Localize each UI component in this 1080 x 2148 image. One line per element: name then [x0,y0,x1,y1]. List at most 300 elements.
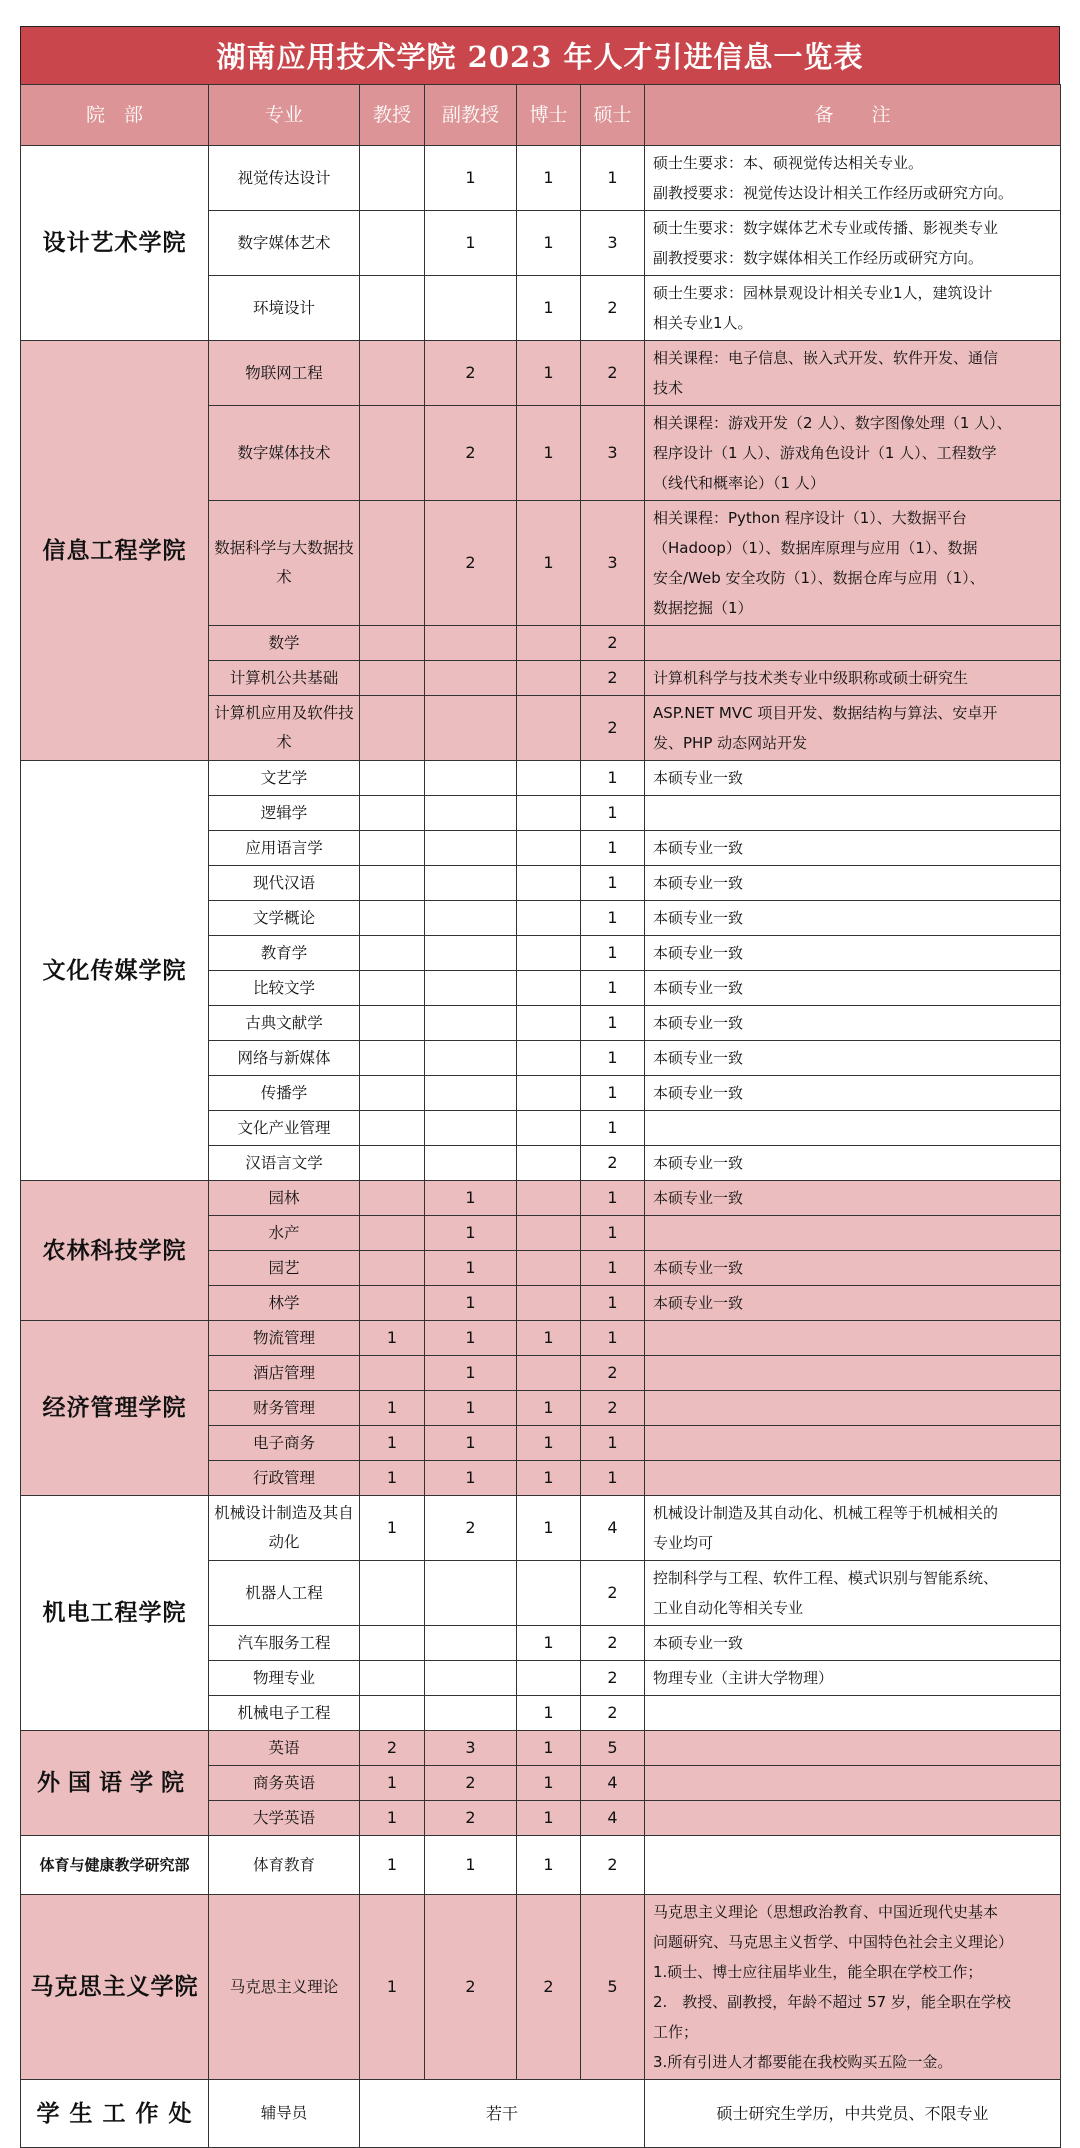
dept-cell: 体育与健康教学研究部 [21,1836,209,1895]
table-row [21,2080,1061,2148]
table-row [21,1895,1061,2080]
master-count: 1 [581,1216,645,1251]
associate-professor-count: 1 [425,146,517,211]
major-cell: 古典文献学 [209,1006,360,1041]
associate-professor-count: 1 [425,211,517,276]
phd-count [517,796,581,831]
professor-count: 1 [360,1836,425,1895]
master-count: 2 [581,1626,645,1661]
major-cell: 数学 [209,626,360,661]
phd-count [517,1111,581,1146]
professor-count [360,626,425,661]
table-row [21,341,1061,406]
professor-count: 1 [360,1461,425,1496]
major-cell: 物理专业 [209,1661,360,1696]
note-line: 本硕专业一致 [653,1294,744,1312]
master-count: 2 [581,1561,645,1626]
professor-count [360,1076,425,1111]
associate-professor-count [425,761,517,796]
professor-count [360,1251,425,1286]
associate-professor-count [425,1006,517,1041]
major-cell: 应用语言学 [209,831,360,866]
phd-count: 1 [517,1391,581,1426]
master-count: 2 [581,1356,645,1391]
master-count: 2 [581,1391,645,1426]
note-line: 技术 [653,379,684,397]
phd-count [517,866,581,901]
dept-cell: 机电工程学院 [21,1496,209,1731]
major-cell: 电子商务 [209,1426,360,1461]
notes-cell [645,1661,1061,1696]
major-cell: 酒店管理 [209,1356,360,1391]
notes-cell [645,1561,1061,1626]
header-professor: 教授 [360,85,425,146]
phd-count: 1 [517,1426,581,1461]
master-count: 4 [581,1496,645,1561]
notes-cell [645,1731,1061,1766]
table-row [21,1836,1061,1895]
note-line: 本硕专业一致 [653,944,744,962]
phd-count [517,661,581,696]
master-count: 1 [581,901,645,936]
associate-professor-count [425,936,517,971]
phd-count: 1 [517,341,581,406]
phd-count [517,1076,581,1111]
note-line: 程序设计（1 人）、游戏角色设计（1 人）、工程数学 [653,444,997,462]
headcount-cell: 若干 [360,2080,645,2148]
professor-count: 1 [360,1496,425,1561]
note-line: 控制科学与工程、软件工程、模式识别与智能系统、 [653,1569,999,1587]
phd-count [517,1661,581,1696]
phd-count: 2 [517,1895,581,2080]
note-line: 硕士生要求：数字媒体艺术专业或传播、影视类专业 [653,219,999,237]
associate-professor-count: 3 [425,1731,517,1766]
notes-cell [645,1146,1061,1181]
dept-cell: 设计艺术学院 [21,146,209,341]
phd-count [517,936,581,971]
major-cell: 物联网工程 [209,341,360,406]
professor-count [360,971,425,1006]
professor-count [360,1006,425,1041]
master-count: 2 [581,1836,645,1895]
phd-count [517,1006,581,1041]
phd-count [517,1561,581,1626]
note-line: 副教授要求：视觉传达设计相关工作经历或研究方向。 [653,184,1014,202]
master-count: 1 [581,1426,645,1461]
associate-professor-count [425,831,517,866]
master-count: 2 [581,696,645,761]
associate-professor-count [425,1041,517,1076]
associate-professor-count: 2 [425,1801,517,1836]
header-notes: 备 注 [645,85,1061,146]
note-line: 硕士生要求：本、硕视觉传达相关专业。 [653,154,924,172]
header-row [21,85,1061,146]
phd-count: 1 [517,1461,581,1496]
major-cell: 传播学 [209,1076,360,1111]
header-major: 专业 [209,85,360,146]
notes-cell [645,1216,1061,1251]
note-line: 本硕专业一致 [653,874,744,892]
professor-count [360,146,425,211]
professor-count [360,341,425,406]
major-cell: 数据科学与大数据技术 [209,501,360,626]
notes-cell [645,146,1061,211]
professor-count [360,1286,425,1321]
master-count: 1 [581,1321,645,1356]
note-line: 本硕专业一致 [653,979,744,997]
notes-cell [645,1836,1061,1895]
professor-count [360,1041,425,1076]
table-row [21,1181,1061,1216]
master-count: 1 [581,866,645,901]
associate-professor-count [425,866,517,901]
table-row [21,761,1061,796]
note-line: （Hadoop）（1）、数据库原理与应用（1）、数据 [653,539,978,557]
professor-count [360,501,425,626]
associate-professor-count: 1 [425,1426,517,1461]
professor-count [360,211,425,276]
phd-count [517,1251,581,1286]
associate-professor-count [425,626,517,661]
notes-cell [645,276,1061,341]
notes-cell [645,1076,1061,1111]
major-cell: 逻辑学 [209,796,360,831]
phd-count: 1 [517,146,581,211]
associate-professor-count [425,1076,517,1111]
phd-count: 1 [517,211,581,276]
phd-count [517,696,581,761]
major-cell: 物流管理 [209,1321,360,1356]
header-associate-professor: 副教授 [425,85,517,146]
notes-cell [645,1626,1061,1661]
associate-professor-count: 1 [425,1216,517,1251]
professor-count [360,696,425,761]
major-cell: 计算机公共基础 [209,661,360,696]
note-line: 本硕专业一致 [653,1259,744,1277]
associate-professor-count [425,971,517,1006]
associate-professor-count [425,661,517,696]
professor-count: 2 [360,1731,425,1766]
table-row [21,146,1061,211]
associate-professor-count: 1 [425,1286,517,1321]
master-count: 2 [581,341,645,406]
major-cell: 辅导员 [209,2080,360,2148]
note-line: 机械设计制造及其自动化、机械工程等于机械相关的 [653,1504,999,1522]
master-count: 3 [581,501,645,626]
associate-professor-count: 2 [425,1496,517,1561]
note-line: 本硕专业一致 [653,1084,744,1102]
note-line: 3.所有引进人才都要能在我校购买五险一金。 [653,2053,953,2071]
dept-cell: 农林科技学院 [21,1181,209,1321]
major-cell: 大学英语 [209,1801,360,1836]
major-cell: 机器人工程 [209,1561,360,1626]
master-count: 5 [581,1895,645,2080]
major-cell: 财务管理 [209,1391,360,1426]
associate-professor-count [425,901,517,936]
major-cell: 文艺学 [209,761,360,796]
notes-cell [645,796,1061,831]
note-line: 本硕专业一致 [653,1154,744,1172]
professor-count: 1 [360,1766,425,1801]
note-line: 物理专业（主讲大学物理） [653,1669,834,1687]
notes-cell [645,831,1061,866]
professor-count [360,1216,425,1251]
phd-count [517,1286,581,1321]
master-count: 2 [581,1696,645,1731]
dept-cell: 外国语学院 [21,1731,209,1836]
major-cell: 水产 [209,1216,360,1251]
note-line: 工作； [653,2023,699,2041]
notes-cell [645,406,1061,501]
phd-count [517,1041,581,1076]
major-cell: 马克思主义理论 [209,1895,360,2080]
professor-count: 1 [360,1321,425,1356]
major-cell: 机械设计制造及其自动化 [209,1496,360,1561]
note-line: 问题研究、马克思主义哲学、中国特色社会主义理论） [653,1933,1014,1951]
professor-count [360,1111,425,1146]
note-line: 相关课程：电子信息、嵌入式开发、软件开发、通信 [653,349,999,367]
note-line: 2. 教授、副教授，年龄不超过 57 岁，能全职在学校 [653,1993,1011,2011]
dept-cell: 马克思主义学院 [21,1895,209,2080]
notes-cell [645,1801,1061,1836]
professor-count [360,936,425,971]
phd-count [517,1356,581,1391]
header-master: 硕士 [581,85,645,146]
professor-count: 1 [360,1895,425,2080]
header-dept: 院 部 [21,85,209,146]
notes-cell [645,1006,1061,1041]
note-line: 发、PHP 动态网站开发 [653,734,808,752]
phd-count: 1 [517,1731,581,1766]
phd-count: 1 [517,501,581,626]
phd-count: 1 [517,406,581,501]
notes-cell [645,1496,1061,1561]
professor-count [360,1561,425,1626]
table-title: 湖南应用技术学院 2023 年人才引进信息一览表 [20,26,1060,84]
major-cell: 汉语言文学 [209,1146,360,1181]
master-count: 1 [581,971,645,1006]
major-cell: 现代汉语 [209,866,360,901]
notes-cell: 硕士研究生学历，中共党员、不限专业 [645,2080,1061,2148]
professor-count: 1 [360,1391,425,1426]
table-body [21,146,1061,2148]
phd-count: 1 [517,276,581,341]
phd-count: 1 [517,1836,581,1895]
master-count: 1 [581,1286,645,1321]
note-line: 本硕专业一致 [653,769,744,787]
table-row [21,1496,1061,1561]
master-count: 1 [581,761,645,796]
associate-professor-count: 2 [425,341,517,406]
note-line: 相关课程：游戏开发（2 人）、数字图像处理（1 人）、 [653,414,1012,432]
note-line: 硕士生要求：园林景观设计相关专业1人，建筑设计 [653,284,993,302]
phd-count: 1 [517,1496,581,1561]
master-count: 1 [581,831,645,866]
master-count: 1 [581,1006,645,1041]
dept-cell: 经济管理学院 [21,1321,209,1496]
dept-cell: 信息工程学院 [21,341,209,761]
notes-cell [645,661,1061,696]
note-line: 本硕专业一致 [653,839,744,857]
associate-professor-count: 2 [425,501,517,626]
notes-cell [645,211,1061,276]
notes-cell [645,1181,1061,1216]
professor-count: 1 [360,1426,425,1461]
professor-count [360,866,425,901]
professor-count [360,1181,425,1216]
master-count: 1 [581,1111,645,1146]
associate-professor-count [425,1561,517,1626]
notes-cell [645,1356,1061,1391]
notes-cell [645,1251,1061,1286]
phd-count: 1 [517,1766,581,1801]
notes-cell [645,1286,1061,1321]
major-cell: 英语 [209,1731,360,1766]
master-count: 1 [581,1181,645,1216]
associate-professor-count [425,1626,517,1661]
note-line: ASP.NET MVC 项目开发、数据结构与算法、安卓开 [653,704,998,722]
master-count: 1 [581,1041,645,1076]
note-line: 相关课程：Python 程序设计（1）、大数据平台 [653,509,967,527]
phd-count [517,626,581,661]
associate-professor-count [425,1111,517,1146]
note-line: 本硕专业一致 [653,1014,744,1032]
note-line: 本硕专业一致 [653,1189,744,1207]
professor-count [360,1146,425,1181]
note-line: 马克思主义理论（思想政治教育、中国近现代史基本 [653,1903,999,1921]
master-count: 1 [581,1461,645,1496]
note-line: 专业均可 [653,1534,714,1552]
associate-professor-count: 2 [425,1895,517,2080]
notes-cell [645,936,1061,971]
note-line: 工业自动化等相关专业 [653,1599,804,1617]
professor-count [360,1661,425,1696]
master-count: 4 [581,1766,645,1801]
associate-professor-count: 1 [425,1391,517,1426]
major-cell: 文化产业管理 [209,1111,360,1146]
notes-cell [645,866,1061,901]
major-cell: 机械电子工程 [209,1696,360,1731]
dept-cell: 文化传媒学院 [21,761,209,1181]
master-count: 4 [581,1801,645,1836]
notes-cell [645,1391,1061,1426]
phd-count: 1 [517,1696,581,1731]
professor-count [360,796,425,831]
table-row [21,1731,1061,1766]
notes-cell [645,761,1061,796]
master-count: 1 [581,796,645,831]
associate-professor-count [425,696,517,761]
phd-count [517,1146,581,1181]
master-count: 1 [581,936,645,971]
notes-cell [645,626,1061,661]
professor-count [360,1626,425,1661]
associate-professor-count: 1 [425,1251,517,1286]
note-line: 1.硕士、博士应往届毕业生，能全职在学校工作； [653,1963,983,1981]
notes-cell [645,1041,1061,1076]
phd-count [517,1181,581,1216]
professor-count [360,276,425,341]
notes-cell [645,1696,1061,1731]
major-cell: 商务英语 [209,1766,360,1801]
associate-professor-count [425,796,517,831]
master-count: 1 [581,1251,645,1286]
major-cell: 行政管理 [209,1461,360,1496]
notes-cell [645,341,1061,406]
major-cell: 数字媒体艺术 [209,211,360,276]
major-cell: 比较文学 [209,971,360,1006]
major-cell: 林学 [209,1286,360,1321]
notes-cell [645,501,1061,626]
major-cell: 数字媒体技术 [209,406,360,501]
header-phd: 博士 [517,85,581,146]
note-line: 安全/Web 安全攻防（1）、数据仓库与应用（1）、 [653,569,985,587]
major-cell: 计算机应用及软件技术 [209,696,360,761]
notes-cell [645,901,1061,936]
note-line: 相关专业1人。 [653,314,753,332]
professor-count [360,1356,425,1391]
master-count: 2 [581,276,645,341]
associate-professor-count: 1 [425,1181,517,1216]
notes-cell [645,1321,1061,1356]
phd-count [517,831,581,866]
master-count: 2 [581,1661,645,1696]
note-line: 计算机科学与技术类专业中级职称或硕士研究生 [653,669,969,687]
master-count: 1 [581,1076,645,1111]
recruitment-table [20,84,1061,2148]
notes-cell [645,696,1061,761]
phd-count: 1 [517,1801,581,1836]
table-row [21,1321,1061,1356]
master-count: 2 [581,661,645,696]
master-count: 5 [581,1731,645,1766]
master-count: 2 [581,626,645,661]
master-count: 3 [581,211,645,276]
associate-professor-count [425,1146,517,1181]
associate-professor-count: 1 [425,1836,517,1895]
notes-cell [645,1111,1061,1146]
major-cell: 园艺 [209,1251,360,1286]
associate-professor-count: 1 [425,1356,517,1391]
phd-count [517,1216,581,1251]
associate-professor-count: 1 [425,1321,517,1356]
major-cell: 网络与新媒体 [209,1041,360,1076]
associate-professor-count: 1 [425,1461,517,1496]
note-line: 本硕专业一致 [653,909,744,927]
associate-professor-count: 2 [425,1766,517,1801]
major-cell: 教育学 [209,936,360,971]
note-line: 副教授要求：数字媒体相关工作经历或研究方向。 [653,249,984,267]
master-count: 3 [581,406,645,501]
professor-count [360,901,425,936]
notes-cell [645,1461,1061,1496]
associate-professor-count [425,1696,517,1731]
professor-count [360,761,425,796]
note-line: 本硕专业一致 [653,1634,744,1652]
professor-count [360,831,425,866]
phd-count [517,971,581,1006]
master-count: 2 [581,1146,645,1181]
recruitment-table-container [20,26,1060,2148]
major-cell: 汽车服务工程 [209,1626,360,1661]
professor-count [360,406,425,501]
professor-count: 1 [360,1801,425,1836]
associate-professor-count [425,1661,517,1696]
major-cell: 园林 [209,1181,360,1216]
major-cell: 体育教育 [209,1836,360,1895]
note-line: （线代和概率论）（1 人） [653,474,825,492]
note-line: 数据挖掘（1） [653,599,753,617]
